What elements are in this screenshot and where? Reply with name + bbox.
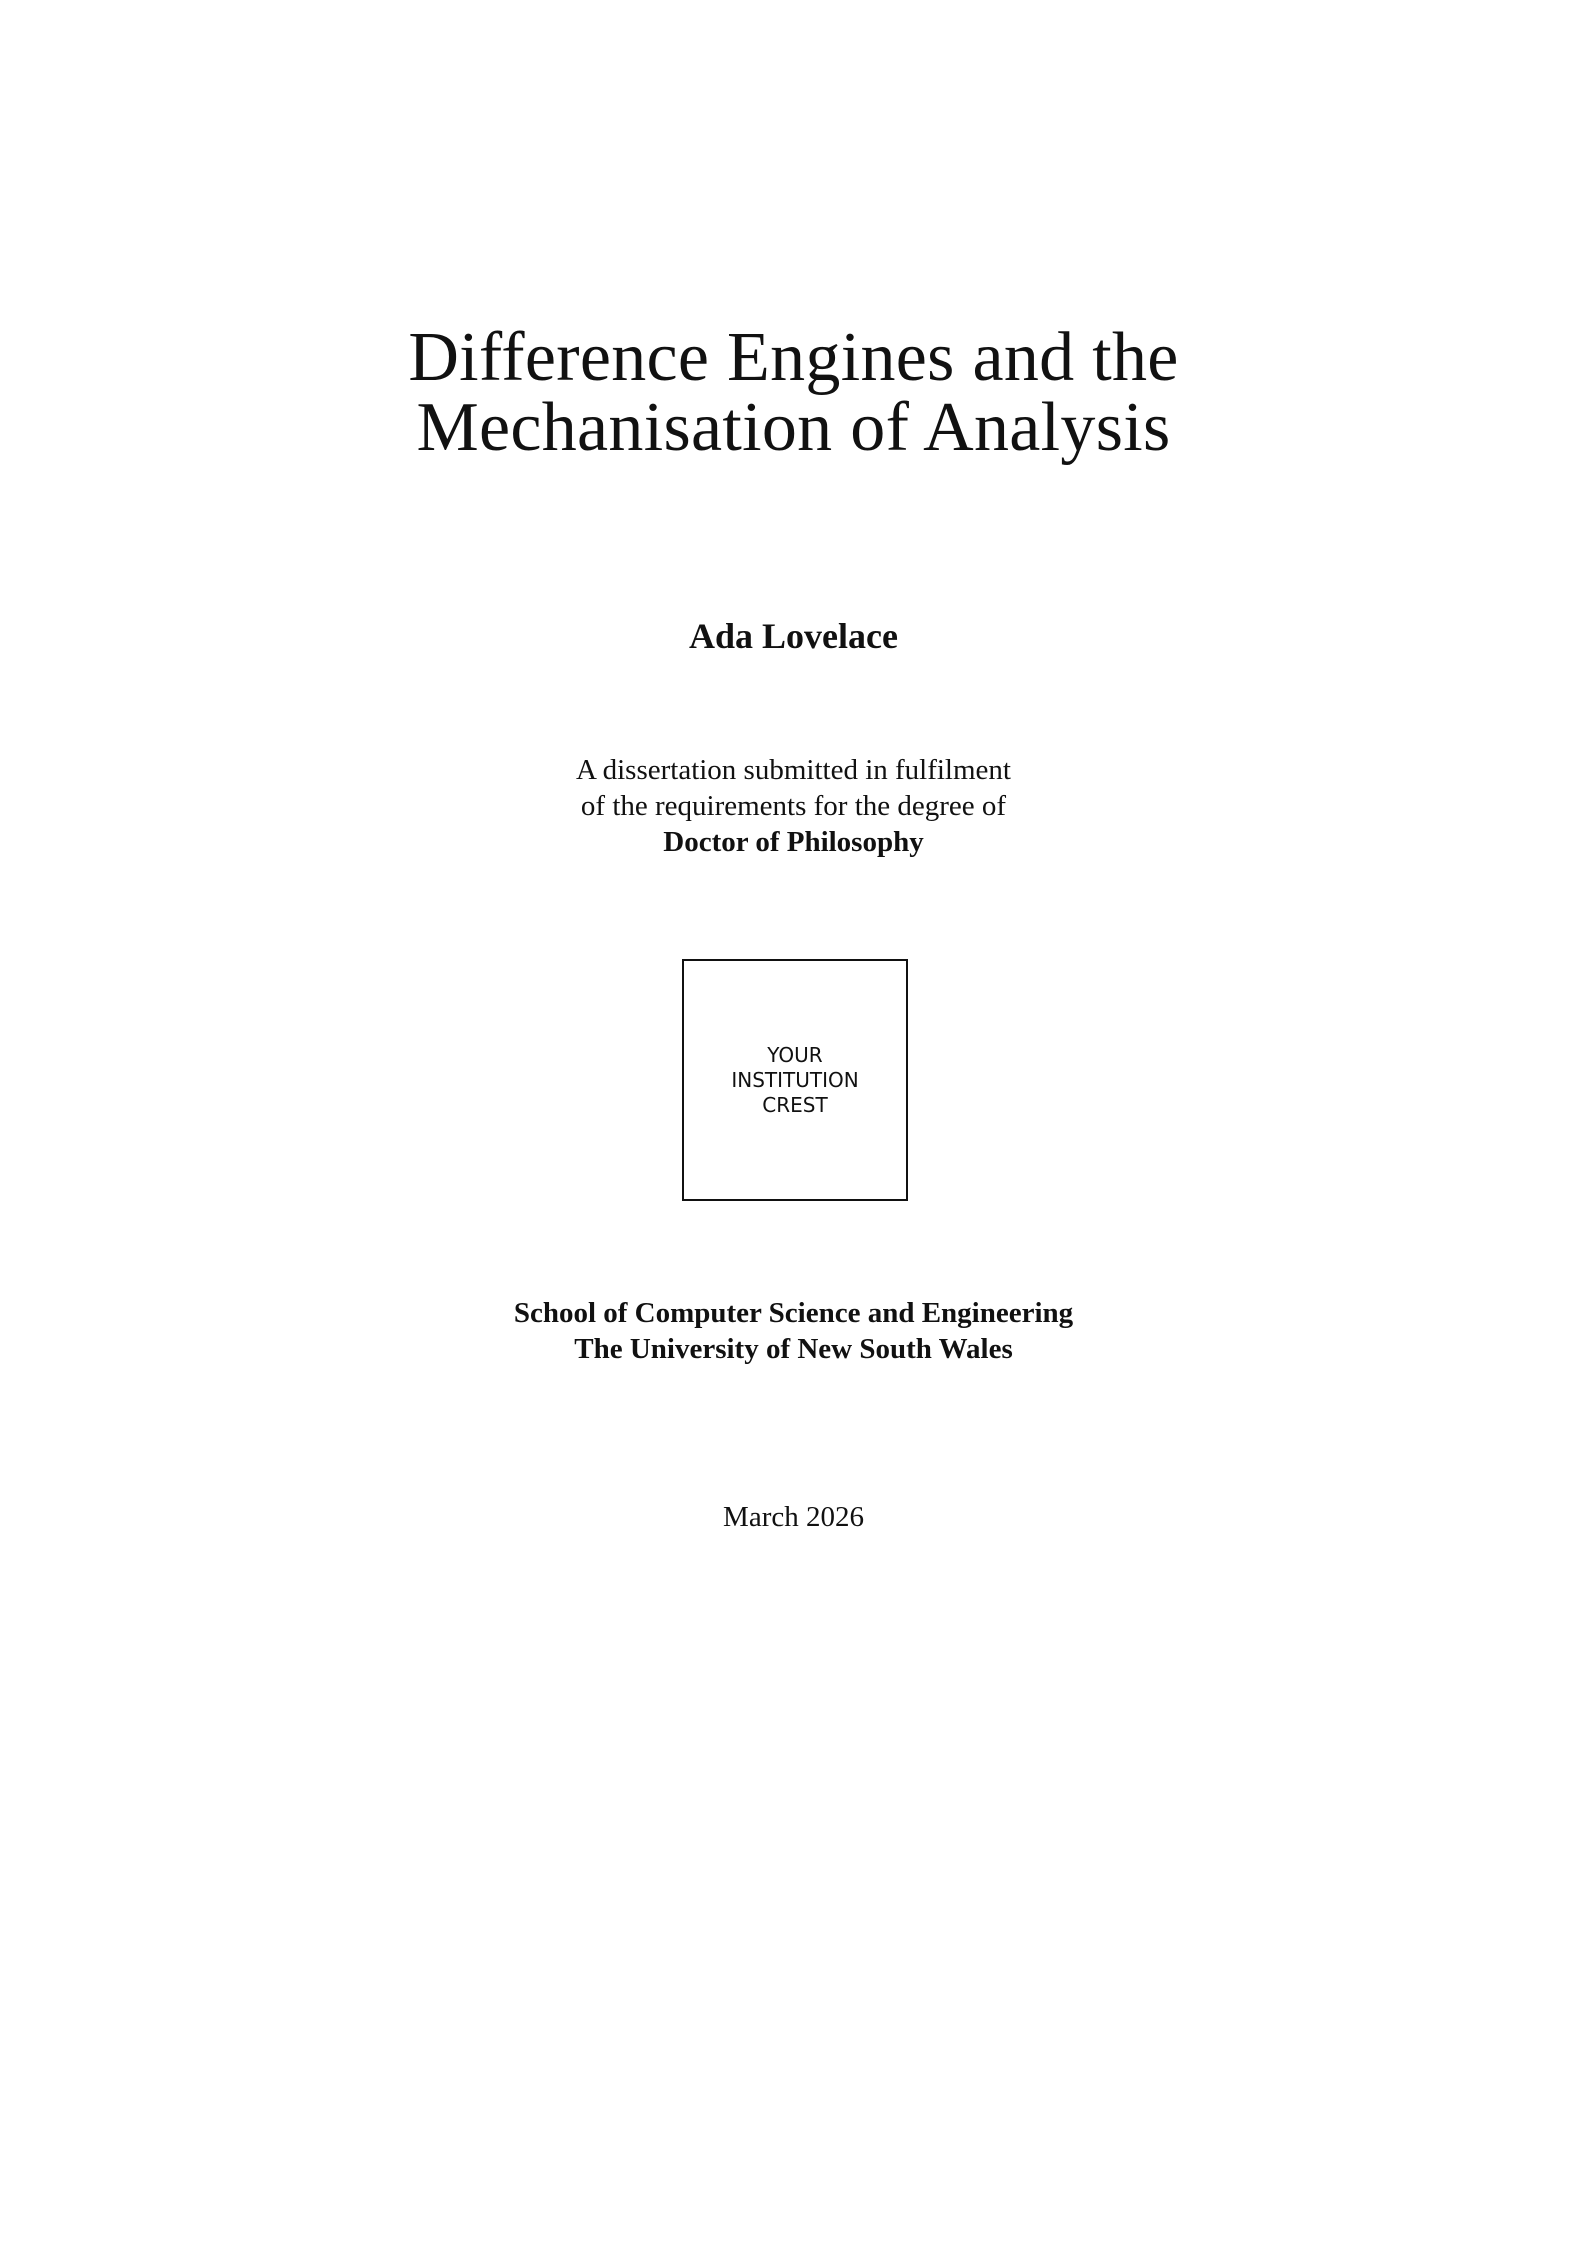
degree-statement [0, 752, 1587, 860]
degree-statement-line-1: A dissertation submitted in fulfilment [576, 754, 1011, 786]
school-name: School of Computer Science and Engineering [513, 1297, 1074, 1329]
submission-date: March 2026 [723, 1501, 864, 1533]
institution-crest-placeholder [682, 959, 908, 1201]
thesis-title-line-1: Difference Engines and the [408, 319, 1179, 396]
institution-block [0, 1295, 1587, 1367]
crest-text-line-2: INSTITUTION [731, 1067, 859, 1092]
university-name: The University of New South Wales [574, 1333, 1013, 1365]
degree-name: Doctor of Philosophy [663, 826, 924, 858]
author-name: Ada Lovelace [689, 616, 898, 656]
crest-text-line-3: CREST [762, 1092, 828, 1117]
thesis-title [0, 319, 1587, 466]
thesis-title-line-2: Mechanisation of Analysis [416, 389, 1171, 466]
crest-text-line-1: YOUR [767, 1042, 823, 1067]
degree-statement-line-2: of the requirements for the degree of [580, 790, 1007, 822]
